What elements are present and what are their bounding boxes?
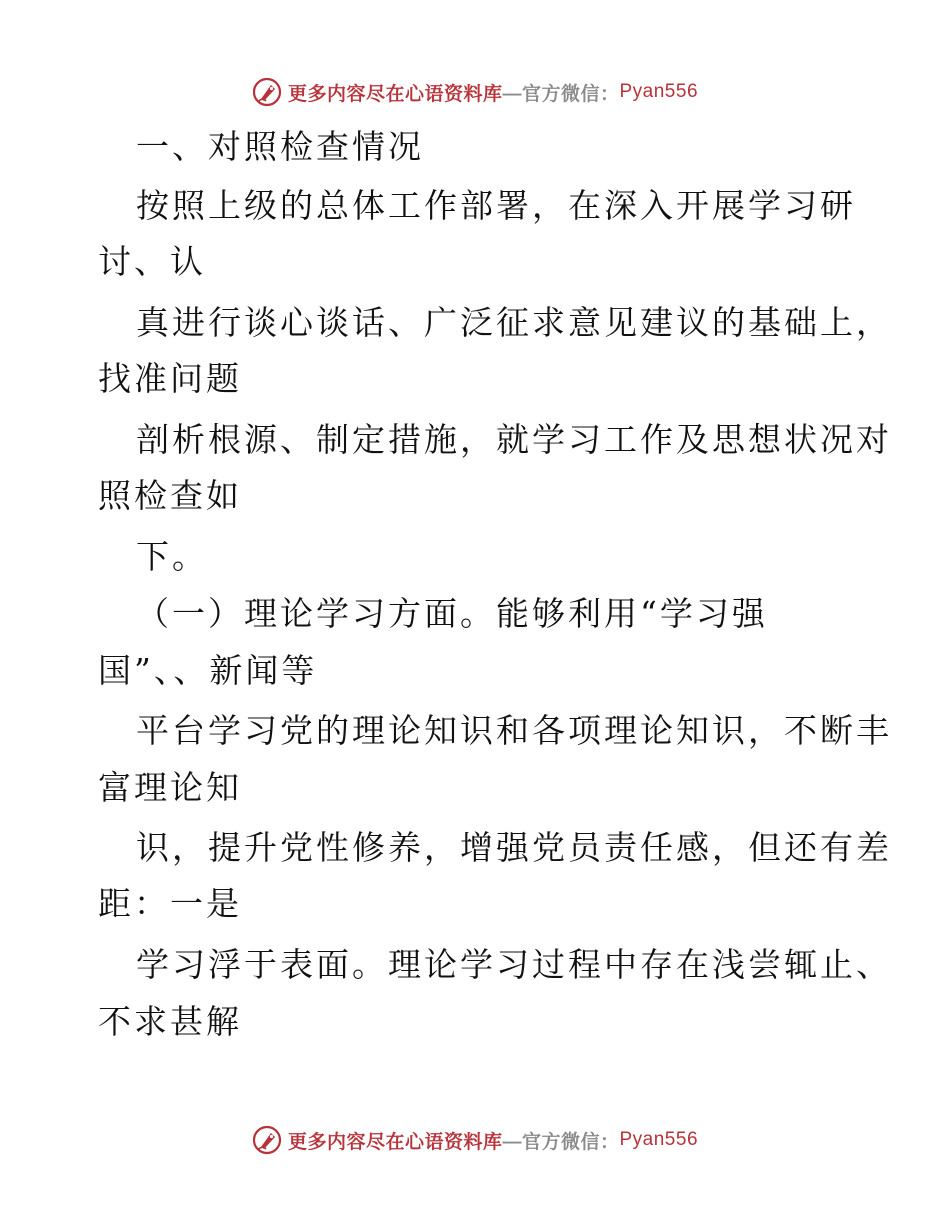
paragraph-line: 距：一是	[98, 884, 242, 923]
paragraph-line: 下。	[136, 537, 208, 576]
paragraph-line: 富理论知	[98, 768, 242, 807]
paragraph-line: 照检查如	[98, 476, 242, 515]
paragraph-line: 讨、认	[98, 242, 206, 281]
watermark-wechat-id: Pyan556	[619, 81, 699, 102]
pen-nib-logo-icon	[252, 77, 282, 107]
header-watermark	[0, 72, 950, 112]
watermark-wechat-label: —官方微信：	[502, 83, 620, 105]
paragraph-line: 学习浮于表面。理论学习过程中存在浅尝辄止、	[136, 945, 892, 984]
paragraph-line: 识，提升党性修养，增强党员责任感，但还有差	[136, 828, 892, 867]
paragraph-line: 平台学习党的理论知识和各项理论知识，不断丰	[136, 711, 892, 750]
paragraph-line: 剖析根源、制定措施，就学习工作及思想状况对	[136, 420, 892, 459]
watermark-wechat-id: Pyan556	[619, 1129, 699, 1150]
paragraph-line: 不求甚解	[98, 1002, 242, 1041]
footer-watermark	[0, 1120, 950, 1160]
section-heading: 一、对照检查情况	[136, 127, 424, 166]
paragraph-line: 真进行谈心谈话、广泛征求意见建议的基础上，	[136, 303, 892, 342]
subsection-heading: （一）理论学习方面。能够利用“学习强	[136, 594, 768, 633]
paragraph-line: 找准问题	[98, 359, 242, 398]
paragraph-line: 国”、、新闻等	[98, 651, 318, 690]
watermark-wechat-label: —官方微信：	[502, 1131, 620, 1153]
paragraph-line: 按照上级的总体工作部署，在深入开展学习研	[136, 186, 856, 225]
watermark-brand-text: 更多内容尽在心语资料库	[287, 1130, 503, 1153]
watermark-brand-text: 更多内容尽在心语资料库	[287, 82, 503, 105]
pen-nib-logo-icon	[252, 1125, 282, 1155]
